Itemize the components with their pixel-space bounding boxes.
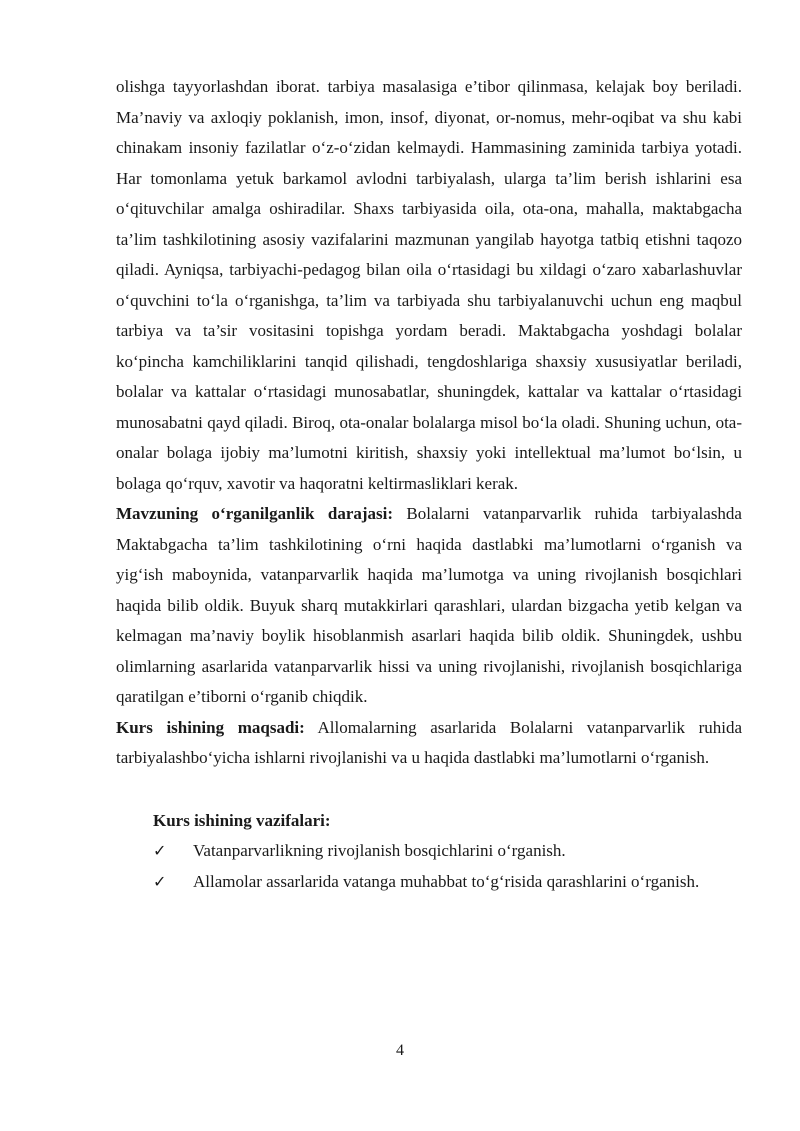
study-level-text: Bolalarni vatanparvarlik ruhida tarbiyalashda Maktabgacha ta’lim tashkilotining o‘rni haqida dastlabki ma’lumotlarni o‘rganish va yig‘ish maboynida, vatanparvarlik haqida ma’lumotga va uning rivojlanish bosqichlari haqida bilib oldik. Buyuk sharq mutakkirlari qarashlari, ulardan bizgacha yetib kelgan va kelmagan ma’naviy boylik hisoblanmish asarlari haqida bilib oldik. Shuningdek, ushbu olimlarning asarlarida vatanparvarlik hissi va uning rivojlanishi, rivojlanish bosqichlariga qaratilgan e’tiborni o‘rganib chiqdik.	[116, 504, 742, 706]
task-item-text: Allamolar assarlarida vatanga muhabbat to‘g‘risida qarashlarini o‘rganish.	[193, 871, 700, 891]
document-page	[116, 72, 742, 897]
intro-paragraph: olishga tayyorlashdan iborat. tarbiya masalasiga e’tibor qilinmasa, kelajak boy beriladi. Ma’naviy va axloqiy poklanish, imon, insof, diyonat, or-nomus, mehr-oqibat va shu kabi chinakam insoniy fazilatlar o‘z-o‘zidan kelmaydi. Hammasining zaminida tarbiya yotadi. Har tomonlama yetuk barkamol avlodni tarbiyalash, ularga ta’lim berish ishlarini esa o‘qituvchilar amalga oshiradilar. Shaxs tarbiyasida oila, ota-ona, mahalla, maktabgacha ta’lim tashkilotining asosiy vazifalarini mazmunan yangilab hayotga tatbiq etishni taqozo qiladi. Ayniqsa, tarbiyachi-pedagog bilan oila o‘rtasidagi bu xildagi o‘zaro xabarlashuvlar o‘quvchini to‘la o‘rganishga, ta’lim va tarbiyada shu tarbiyalanuvchi uchun eng maqbul tarbiya va ta’sir vositasini topishga yordam beradi. Maktabgacha yoshdagi bolalar ko‘pincha kamchiliklarini tanqid qilishadi, tengdoshlariga shaxsiy xususiyatlar beriladi, bolalar va kattalar o‘rtasidagi munosabatlar, shuningdek, kattalar va kattalar o‘rtasidagi munosabatni qayd qiladi. Biroq, ota-onalar bolalarga misol bo‘la oladi. Shuning uchun, ota-onalar bolaga ijobiy ma’lumotni kiritish, shaxsiy yoki intellektual ma’lumot bo‘lsin, u bolaga qo‘rquv, xavotir va haqoratni keltirmasliklari kerak.	[116, 77, 742, 493]
study-level-label: Mavzuning o‘rganilganlik darajasi:	[116, 504, 394, 523]
check-icon: ✓	[153, 871, 167, 891]
task-item-text: Vatanparvarlikning rivojlanish bosqichlarini o‘rganish.	[193, 841, 566, 860]
goal-text: Allomalarning asarlarida Bolalarni vatanparvarlik ruhida tarbiyalashbo‘yicha ishlarni rivojlanishi va u haqida dastlabki ma’lumotlarni o‘rganish.	[116, 717, 743, 767]
goal-paragraph	[116, 713, 742, 774]
study-level-paragraph	[116, 499, 742, 713]
task-item	[116, 867, 742, 898]
task-item	[116, 836, 742, 867]
goal-label: Kurs ishining maqsadi:	[116, 717, 305, 737]
check-icon: ✓	[153, 841, 167, 860]
tasks-heading: Kurs ishining vazifalari:	[153, 810, 331, 830]
spacer	[116, 774, 742, 806]
page-number: 4	[396, 1042, 404, 1059]
